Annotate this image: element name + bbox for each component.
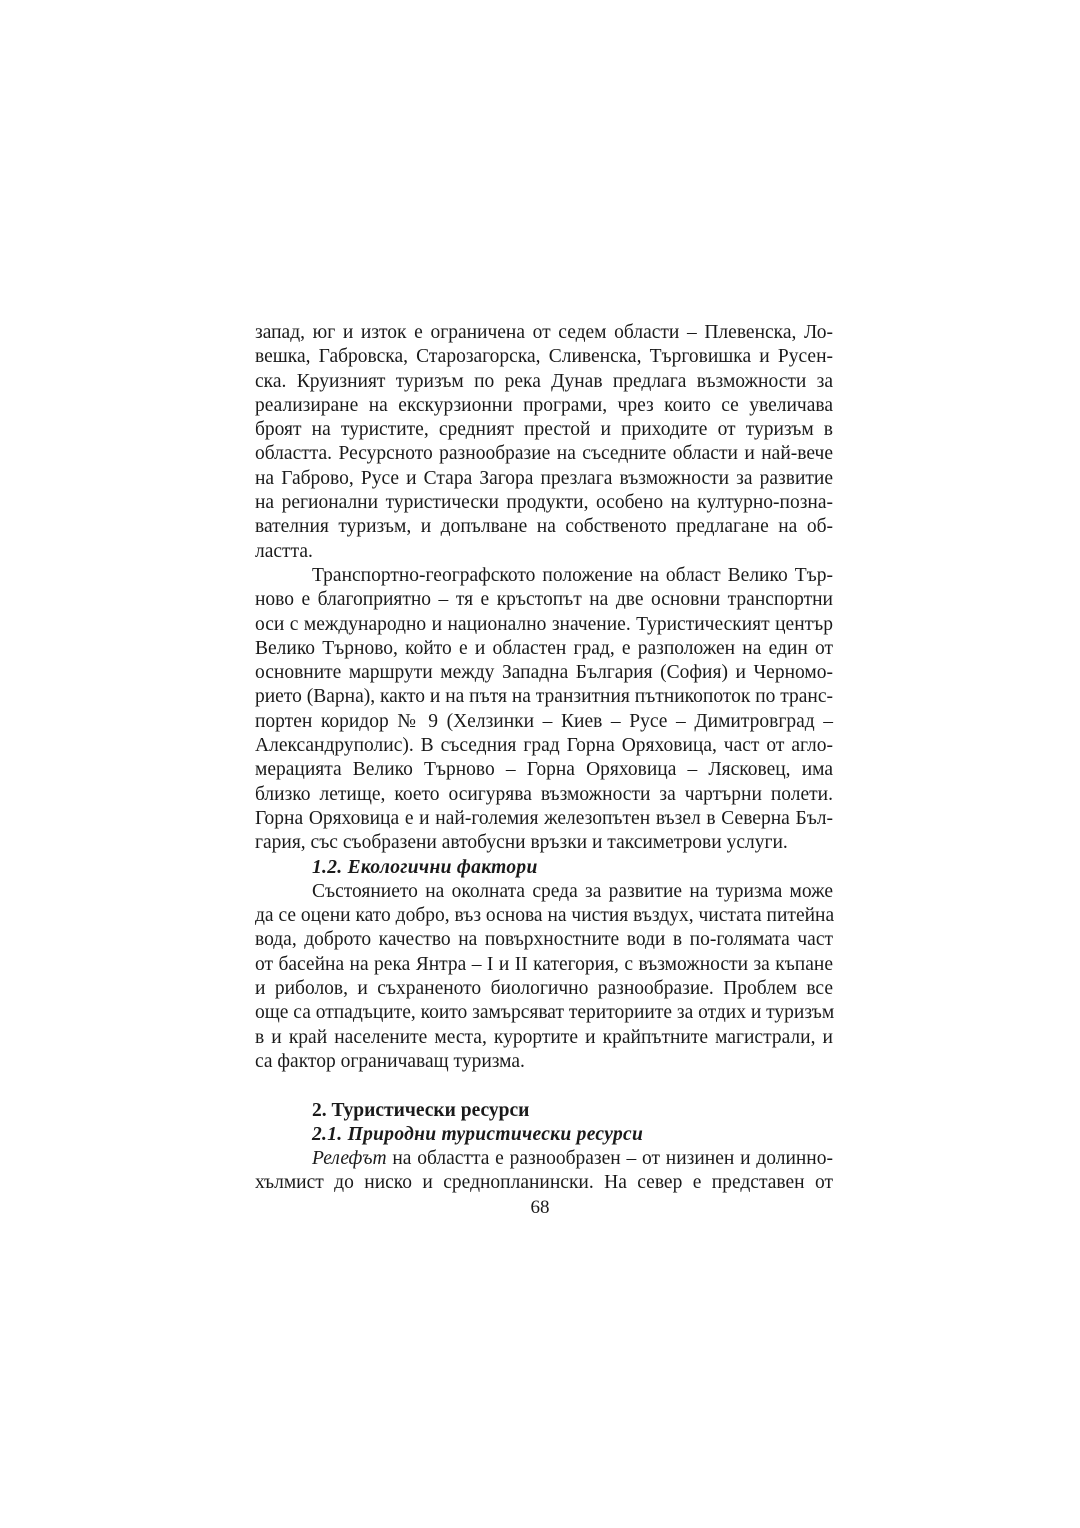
paragraph-first-line: Състоянието на околната среда за развитие на туризма може (312, 880, 833, 902)
text-line: ска. Круизният туризъм по река Дунав предлага възможности за (255, 370, 833, 392)
text-line: вателния туризъм, и допълване на собственото предлагане на об- (255, 516, 833, 538)
text-line: оси с международно и национално значение. Туристическият център (255, 613, 833, 635)
text-line: на регионални туристически продукти, особено на културно-позна- (255, 492, 833, 514)
text-line: мерацията Велико Търново – Горна Оряховица – Лясковец, има (255, 759, 833, 781)
text-line: и риболов, и съхраненото биологично разнообразие. Проблем все (255, 978, 833, 1000)
text-line: хълмист до ниско и среднопланински. На север е представен от (255, 1172, 833, 1194)
text-line: гария, със съобразени автобусни връзки и таксиметрови услуги. (255, 832, 788, 854)
paragraph-first-line (255, 1147, 833, 1171)
page-number: 68 (530, 1197, 550, 1218)
text-line: основните маршрути между Западна България (София) и Черномо- (255, 662, 833, 684)
text-line: реализиране на екскурзионни програми, чрез които се увеличава (255, 394, 833, 416)
section-heading-2-1: 2.1. Природни туристически ресурси (312, 1123, 644, 1145)
text-line: да се оцени като добро, въз основа на чистия въздух, чистата питейна (255, 905, 835, 927)
text-line: рието (Варна), както и на пътя на транзитния пътникопоток по транс- (255, 686, 834, 708)
paragraph-first-line: Транспортно-географското положение на област Велико Тър- (312, 564, 833, 586)
text-line: от басейна на река Янтра – I и II категория, с възможности за къпане (255, 953, 833, 975)
text-line: ново е благоприятно – тя е кръстопът на две основни транспортни (255, 589, 833, 611)
blank-line (255, 1074, 833, 1098)
text-line: още са отпадъците, които замърсяват териториите за отдих и туризъм (255, 1002, 835, 1024)
text-fragment: на областта е разнообразен – от низинен и долинно- (386, 1148, 833, 1170)
section-heading-1-2: 1.2. Екологични фактори (312, 856, 538, 878)
text-line: вешка, Габровска, Старозагорска, Сливенска, Търговишка и Русен- (255, 346, 833, 368)
text-line: Велико Търново, който е и областен град, е разположен на един от (255, 637, 833, 659)
text-line: Горна Оряховица е и най-големия железопътен възел в Северна Бъл- (255, 807, 833, 829)
body-text (255, 321, 833, 1196)
text-line: в и край населените места, курортите и крайпътните магистрали, и (255, 1026, 833, 1048)
text-line: ластта. (255, 540, 313, 562)
text-line: са фактор ограничаващ туризма. (255, 1050, 525, 1072)
text-line: портен коридор № 9 (Хелзинки – Киев – Русе – Димитровград – (255, 710, 833, 732)
section-heading-2: 2. Туристически ресурси (312, 1099, 530, 1121)
text-line: областта. Ресурсното разнообразие на съседните области и най-вече (255, 443, 833, 465)
text-line: Александруполис). В съседния град Горна Оряховица, част от агло- (255, 735, 833, 757)
text-line: близко летище, което осигурява възможности за чартърни полети. (255, 783, 833, 805)
text-line: запад, юг и изток е ограничена от седем области – Плевенска, Ло- (255, 322, 833, 343)
text-line: вода, доброто качество на повърхностните води в по-голямата част (255, 929, 833, 951)
text-line: на Габрово, Русе и Стара Загора презлага възможности за развитие (255, 467, 833, 489)
text-line: броят на туристите, средният престой и приходите от туризъм в (255, 419, 833, 441)
italic-term: Релефът (312, 1148, 387, 1170)
